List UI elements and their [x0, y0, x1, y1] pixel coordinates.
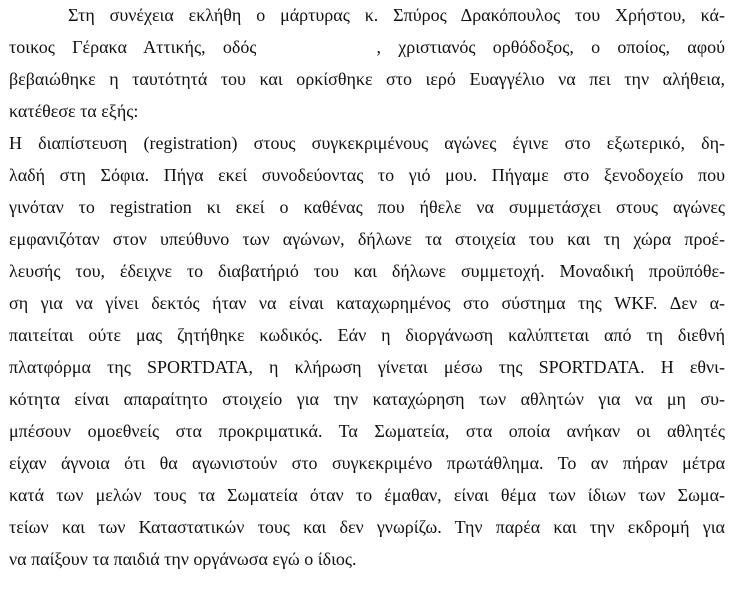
text-line-7: γινόταν το registration κι εκεί ο καθένας που ήθελε να συμμετάσχει στους αγώνες [9, 197, 725, 217]
text-line-8: εμφανιζόταν στον υπεύθυνο των αγώνων, δήλωνε τα στοιχεία του και τη χώρα προέ- [9, 229, 725, 249]
text-line-17: τείων και των Καταστατικών τους και δεν γνωρίζω. Την παρέα και την εκδρομή για [9, 517, 725, 537]
text-line-4: κατέθεσε τα εξής: [9, 101, 139, 121]
text-line-14: μπέσουν ομοεθνείς στα προκριματικά. Τα Σωματεία, στα οποία ανήκαν οι αθλητές [9, 421, 725, 441]
text-line-3: βεβαιώθηκε η ταυτότητά του και ορκίσθηκε στο ιερό Ευαγγέλιο να πει την αλήθεια, [9, 69, 725, 89]
redacted-address [256, 40, 376, 58]
text-line-11: παιτείται ούτε μας ζητήθηκε κωδικός. Εάν η διοργάνωση καλύπτεται από τη διεθνή [9, 325, 725, 345]
text-line-5: Η διαπίστευση (registration) στους συγκεκριμένους αγώνες έγινε στο εξωτερικό, δη- [9, 133, 725, 153]
text-line-1: Στη συνέχεια εκλήθη ο μάρτυρας κ. Σπύρος Δρακόπουλος του Χρήστου, κά- [68, 5, 725, 25]
text-line-2 [9, 34, 725, 60]
text-line-2-part-1: τοικος Γέρακα Αττικής, οδός [9, 37, 257, 57]
text-line-6: λαδή στη Σόφια. Πήγα εκεί συνοδεύοντας το γιό μου. Πήγαμε στο ξενοδοχείο που [9, 165, 725, 185]
text-line-9: λευσής του, έδειχνε το διαβατήριό του και δήλωνε συμμετοχή. Μοναδική προϋπόθε- [9, 261, 725, 281]
text-line-16: κατά των μελών τους τα Σωματεία όταν το έμαθαν, είναι θέμα των ίδιων των Σωμα- [9, 485, 725, 505]
text-line-18: να παίξουν τα παιδιά την οργάνωσα εγώ ο ίδιος. [9, 549, 357, 569]
text-line-15: είχαν άγνοια ότι θα αγωνιστούν στο συγκεκριμένο πρωτάθλημα. Το αν πήραν μέτρα [9, 453, 725, 473]
text-line-10: ση για να γίνει δεκτός ήταν να είναι καταχωρημένος στο σύστημα της WKF. Δεν α- [9, 293, 725, 313]
text-line-2-part-2: , χριστιανός ορθόδοξος, ο οποίος, αφού [376, 37, 725, 57]
text-line-12: πλατφόρμα της SPORTDATA, η κλήρωση γίνεται μέσω της SPORTDATA. Η εθνι- [9, 357, 725, 377]
text-line-13: κότητα είναι απαραίτητο στοιχείο για την καταχώρηση των αθλητών για να μη συ- [9, 389, 725, 409]
